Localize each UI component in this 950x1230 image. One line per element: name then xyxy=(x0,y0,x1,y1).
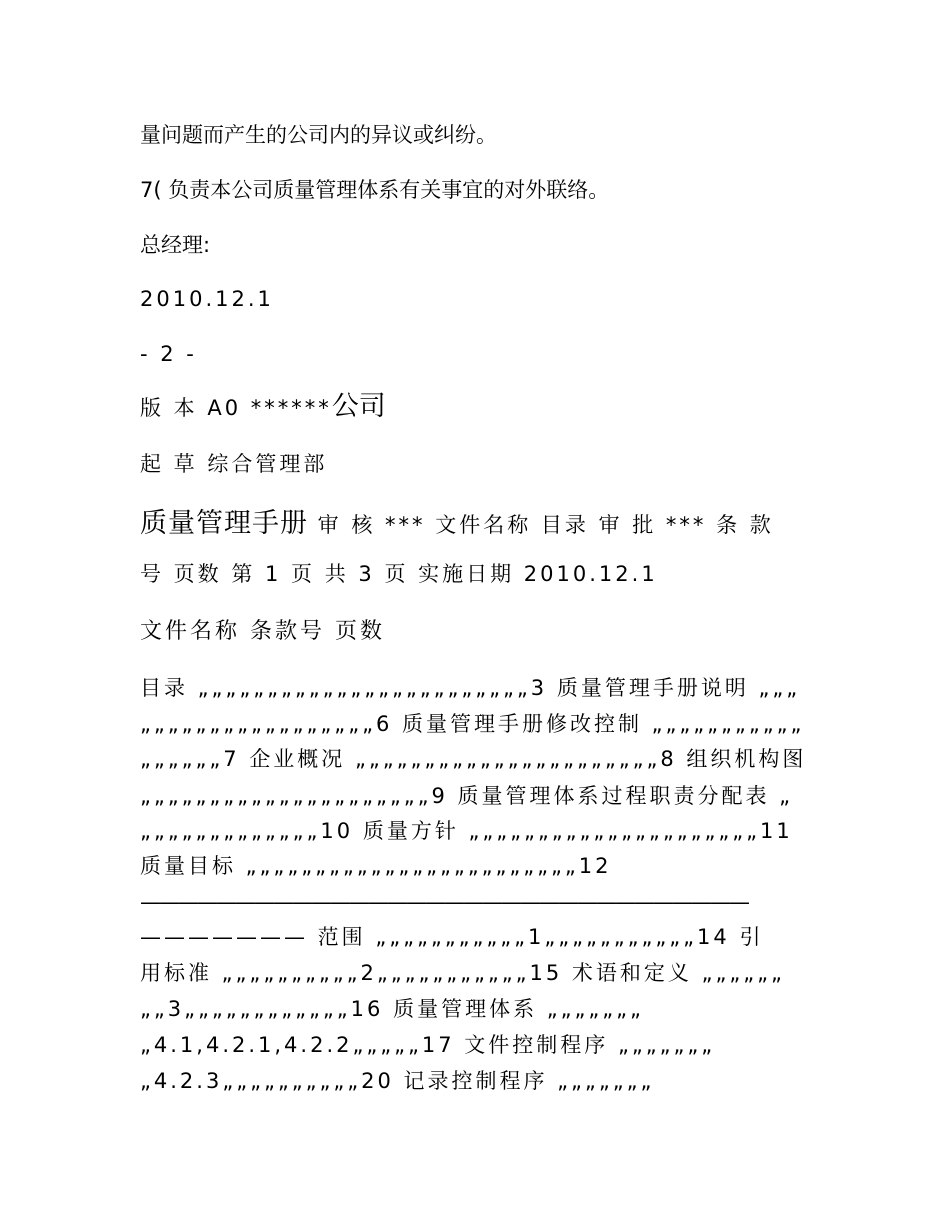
toc-header: 文件名称 条款号 页数 xyxy=(140,619,385,644)
toc-line: ——————— 范围 „„„„„„„„„„„1„„„„„„„„„„„14 引 xyxy=(140,925,764,949)
manual-header-row-2: 号 页数 第 1 页 共 3 页 实施日期 2010.12.1 xyxy=(140,562,658,586)
toc-line: „„„„„„„„„„„„„„„„„6 质量管理手册修改控制 „„„„„„„„„„„ xyxy=(140,712,805,736)
version-line xyxy=(140,393,386,422)
manual-header-row-1 xyxy=(140,510,774,539)
toc-line: 目录 „„„„„„„„„„„„„„„„„„„„„„„„3 质量管理手册说明 „„„ xyxy=(140,676,801,700)
toc-separator: ———————————————————————————————— xyxy=(140,890,748,914)
toc-line: 质量目标 „„„„„„„„„„„„„„„„„„„„„„„„12 xyxy=(140,854,612,878)
header-row-1-rest: 审 核 *** 文件名称 目录 审 批 *** 条 款 xyxy=(308,513,774,537)
toc-line: „„„„„„7 企业概况 „„„„„„„„„„„„„„„„„„„„„„8 组织机构图 xyxy=(140,747,807,771)
toc-line: „„„„„„„„„„„„„„„„„„„„„9 质量管理体系过程职责分配表 „ xyxy=(140,784,794,808)
date-line: 2010.12.1 xyxy=(140,287,274,311)
manual-title: 质量管理手册 xyxy=(140,508,308,539)
version-label: 版 本 A0 ****** xyxy=(140,396,332,420)
company-name: 公司 xyxy=(331,391,386,422)
text-line-2: 7( 负责本公司质量管理体系有关事宜的对外联络。 xyxy=(140,178,610,202)
draft-line: 起 草 综合管理部 xyxy=(140,452,328,476)
toc-line: „4.2.3„„„„„„„„„„20 记录控制程序 „„„„„„„ xyxy=(140,1069,655,1093)
toc-line: „„„„„„„„„„„„„10 质量方针 „„„„„„„„„„„„„„„„„„„„„11 xyxy=(140,819,793,843)
text-line-1: 量问题而产生的公司内的异议或纠纷。 xyxy=(140,123,497,147)
signature-label: 总经理: xyxy=(140,233,211,257)
toc-line: „4.1,4.2.1,4.2.2„„„„„17 文件控制程序 „„„„„„„ xyxy=(140,1033,716,1057)
toc-line: 用标准 „„„„„„„„„„2„„„„„„„„„„„15 术语和定义 „„„„„„ xyxy=(140,961,785,985)
page-number: - 2 - xyxy=(140,342,197,366)
toc-line: „„3„„„„„„„„„„„„16 质量管理体系 „„„„„„„ xyxy=(140,997,644,1021)
